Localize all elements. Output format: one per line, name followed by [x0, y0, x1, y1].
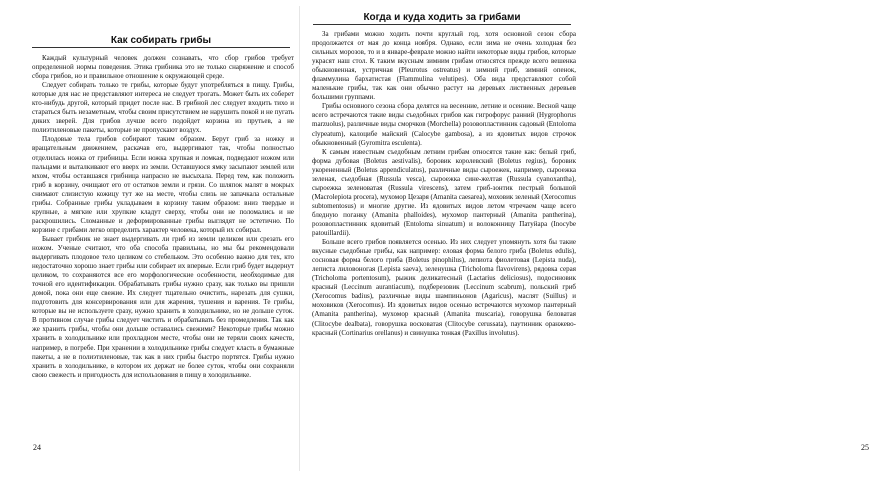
page-number: 25	[861, 443, 869, 452]
paragraph: Больше всего грибов появляется осенью. Из них следует упомянуть хотя бы такие вкусные съедобные грибы, как например: еловая форма белого гриба (Boletus edulis), сосновая форма белого гриба (Boletus pinophilus), лепиота фиолетовая (Lepista nuda), леписта лиловоногая (Lepista saeva), зеленушка (Tricholoma flavovirens), рядовка серая (Tricholoma portentosum), рыжик деликатесный (Lactarius deliciosus), подосиновик красный (Leccinum aurantiacum), подберезовик (Leccinum scabrum), польский гриб (Xerocomus badius), различные виды шампиньонов (Agaricus), маслят (Suillus) и моховиков (Xerocomus). Из ядовитых видов осенью встречаются мухомор пантерный (Amanita pantherina), мухомор красный (Amanita muscaria), говорушка беловатая (Clitocybe dealbata), говорушка восковатая (Clitocybe cerussata), паутинник оранжево-красный (Cortinarius orellanus) и свинушка тонкая (Paxillus involutus).	[312, 238, 576, 337]
page-number: 24	[33, 443, 41, 452]
paragraph: За грибами можно ходить почти круглый год, хотя основной сезон сбора продолжается от мая до конца ноября. Однако, если зима не очень холодная без сильных морозов, то и в январе-феврале можно найти некоторые виды грибов, которые украсят наш стол. К таким вкусным зимним грибам относятся прежде всего вешенка обыкновенная, устричная (Pleurotus ostreatus) и зимний гриб, зимний опенок, фламмулина бархатистая (Flammulina velutipes). Оба вида представляют собой маленькие грибы, так как они обычно растут на деревьях лиственных деревьев большими группами.	[312, 30, 576, 102]
right-page-title: Когда и куда ходить за грибами	[313, 11, 571, 25]
paragraph: Каждый культурный человек должен сознавать, что сбор грибов требует определенной нормы поведения. Этика грибника это не только снаряжение и способ сбора грибов, но и правильное отношение к окружающей среде.	[32, 54, 294, 81]
left-page-body	[32, 54, 294, 380]
paragraph: К самым известным съедобным летним грибам относятся такие как: белый гриб, форма дубовая (Boletus aestivalis), боровик королевский (Boletus regius), боровик укорененный (Boletus appendiculatus), различные виды сыроежек, например, сыроежка зеленая, съедобная (Russula vesca), сыроежка сине-желтая (Russula cyanoxantha), сыроежка зеленоватая (Russula virescens), затем гриб-зонтик пестрый большой (Macrolepiota procera), мухомор Цезаря (Amanita caesarea), моховик зеленый (Xerocomus subtomentosus) и многие другие. Из ядовитых видов летом чтречаем чаще всего бледную поганку (Amanita phalloides), мухомор пантерный (Amanita pantherina), розовопластинник ядовитый (Entoloma sinuatum) и волоконницу Патуйара (Inocybe patouillardii).	[312, 147, 576, 238]
right-page-body	[312, 30, 576, 338]
paragraph: Плодовые тела грибов собирают таким образом. Берут гриб за ножку и вращательным движением, раскачав его, выдергивают так, чтобы полностью отделилась ножка от грибницы. Если ножка хрупкая и ломкая, подведают ножом или пальцами и выталкивают его вверх из земли. Оставшуюся ямку засыпают землей или мхом, чтобы оставшаяся грибница напрасно не высыхала. Перед тем, как положить гриб в корзину, очищают его от остатков земли и грязи. Со шляпок малят в мокрых снимают слизистую кожицу тут же на месте, чтобы слизь не запачкала остальные грибы. Собранные грибы укладываем в корзину таким образом: вниз твердые и крупные, а мягкие или хрупкие кладут сверху, чтобы они не поломались и не раскрошились. Сломанные и деформированные грибы выглядят не эстетично. По корзине с грибами легко определить характер человека, который их собирал.	[32, 135, 294, 234]
paragraph: Грибы основного сезона сбора делятся на весенние, летние и осенние. Весной чаще всего встречаются такие виды съедобных грибов как гигрофорус ранний (Hygrophorus marzuolus), различные виды сморчков (Morchella) розовопластинник садовый (Entoloma clypeatum), калоцибе майский (Calocybe gambosa), а из ядовитых видов строчок обыкновенный (Gyromitra esculenta).	[312, 102, 576, 147]
left-page	[0, 0, 300, 477]
left-page-title: Как собирать грибы	[32, 33, 290, 48]
paragraph: Бывает грибник не знает выдергивать ли гриб из земли целиком или срезать его ножом. Ученые считают, что оба способа правильны, но мы бы рекомендовали выдергивать плодовое тело целиком со стебельком. Это особенно важно для тех, кто недостаточно хорошо знает грибы или собирает их впервые. Если гриб будет выдернут целиком, то сохраняются все его морфологические особенности, необходимые для точной его идентификации. Обрабатывать грибы нужно сразу, как только вы пришли домой, пока они еще свежие. Их следует тщательно очистить, нарезать для сушки, подготовить для консервирования или для жарения, тушения и варения. Те грибы, которые вы не используете сразу, нужно хранить в холодильнике, но не дольше суток. В противном случае грибы следует чистить и обрабатывать без промедления. Так как же хранить грибы, чтобы они дольше оставались свежими? Некоторые грибы можно хранить в холодильнике или прохладном месте, чтобы они не теряли своих качеств, например, в погребе. При хранении в холодильнике грибы следует класть в бумажные пакеты, а не в полиэтиленовые, так как в них грибы быстро портятся. Грибы нужно хранить в холодильнике, в котором их держат не более суток, чтобы они сохраняли свою свежесть и пригодность для использования в пищу в холодильнике.	[32, 234, 294, 379]
right-page	[300, 0, 869, 477]
paragraph: Следует собирать только те грибы, которые будут употребляться в пищу. Грибы, которые для нас не представляют интереса не следует трогать. Может быть их соберет кто-нибудь другой, который придет после нас. В грибной лес следует входить тихо и стараться быть незаметным, чтобы своим присутствием не нарушить покой и не пугать диких зверей. Для грибов лучше всего подойдет корзина из прутьев, а не полиэтиленовые пакеты, которые не пропускают воздух.	[32, 81, 294, 135]
